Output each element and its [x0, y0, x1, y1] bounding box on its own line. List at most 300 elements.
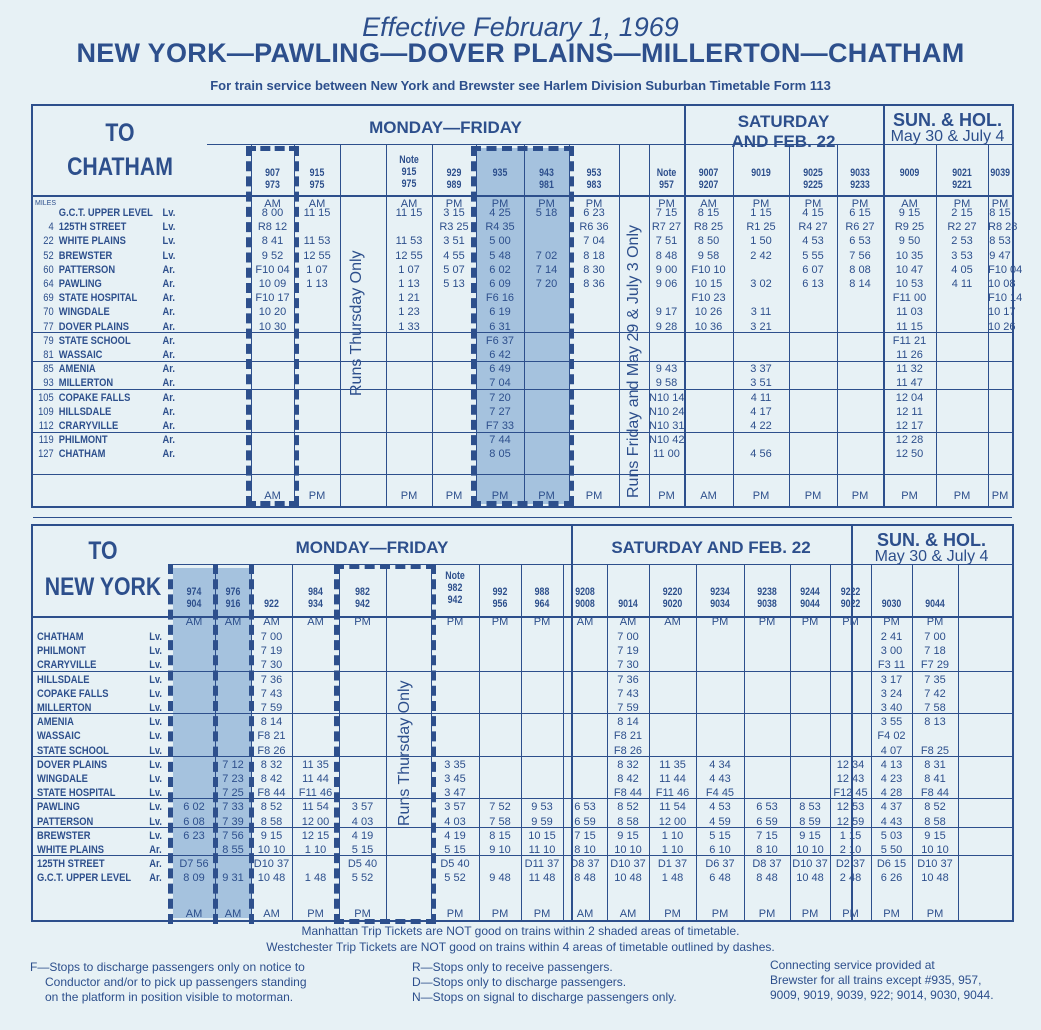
station-row: [35, 277, 175, 291]
time-cell: 3 51: [443, 235, 465, 248]
train-number: 935: [492, 167, 508, 179]
station-name: AMENIA: [37, 716, 74, 729]
time-cell: 9 17: [655, 306, 678, 319]
legend-f: F—Stops to discharge passengers only on notice to Conductor and/or to pick up passengers standing on the platform in position visible to motorman.: [30, 960, 307, 1004]
station-name: BREWSTER: [58, 249, 113, 262]
time-cell: R1 25: [746, 221, 776, 234]
time-cell: F8 44: [920, 787, 950, 800]
time-cell: F11 46: [298, 787, 333, 800]
time-cell: 10 15: [528, 829, 556, 842]
station-name: CHATHAM: [37, 631, 84, 643]
time-cell: F8 21: [613, 730, 643, 743]
time-cell: 9 47: [989, 249, 1011, 262]
station-name: COPAKE FALLS: [58, 391, 131, 404]
time-cell: 4 03: [351, 815, 374, 828]
row-group-divider: [33, 671, 1012, 672]
time-cell: 2 41: [880, 631, 903, 643]
station-row: [37, 815, 163, 829]
time-cell: 11 15: [303, 207, 331, 219]
time-cell: 10 08: [988, 278, 1016, 290]
time-cell: 7 42: [924, 687, 946, 700]
time-cell: 11 53: [303, 235, 331, 248]
time-cell: D7 56: [179, 858, 209, 871]
ampm-top: PM: [533, 616, 551, 628]
station-lv-ar: Lv.: [162, 207, 176, 219]
row-group-divider: [33, 474, 1012, 475]
time-cell: 7 30: [260, 659, 283, 672]
station-lv-ar: Ar.: [162, 363, 175, 376]
time-cell: 6 13: [802, 278, 824, 290]
station-name: HILLSDALE: [37, 673, 90, 686]
time-cell: 8 48: [574, 872, 596, 885]
ampm-bottom: PM: [758, 908, 776, 920]
time-cell: 8 05: [489, 448, 511, 461]
station-miles: 64: [43, 278, 54, 290]
train-number: 9039: [990, 167, 1010, 179]
station-lv-ar: Lv.: [149, 730, 163, 743]
station-name: MILLERTON: [37, 702, 92, 714]
station-name: CRARYVILLE: [58, 420, 119, 432]
time-cell: 6 49: [489, 363, 511, 376]
ampm-top: PM: [752, 198, 770, 210]
time-cell: 10 30: [258, 320, 287, 333]
station-lv-ar: Lv.: [149, 645, 163, 658]
station-lv-ar: Ar.: [162, 320, 175, 333]
time-cell: 5 00: [489, 235, 511, 248]
time-cell: F10 04: [988, 263, 1023, 276]
time-cell: 9 58: [697, 249, 720, 262]
ampm-top: AM: [185, 616, 203, 628]
train-number: 9030: [881, 598, 902, 610]
time-cell: 9 31: [222, 872, 244, 885]
time-cell: 2 42: [750, 249, 772, 262]
time-cell: D6 37: [705, 858, 735, 871]
station-row: [37, 786, 163, 800]
station-miles: 60: [43, 263, 54, 276]
station-lv-ar: Lv.: [149, 702, 163, 714]
ampm-top: AM: [307, 616, 324, 628]
time-cell: 10 48: [796, 872, 824, 885]
station-miles: 79: [43, 334, 54, 347]
ampm-top: AM: [901, 198, 918, 210]
time-cell: 7 36: [617, 673, 639, 686]
time-cell: 3 21: [750, 320, 772, 333]
train-number: 915 975: [309, 167, 325, 191]
time-cell: 9 15: [260, 829, 283, 842]
time-cell: 9 48: [489, 872, 511, 885]
station-lv-ar: Ar.: [162, 448, 175, 461]
route-note: For train service between New York and Brewster see Harlem Division Suburban Timetable Form 113: [210, 78, 831, 93]
station-lv-ar: Lv.: [149, 673, 163, 686]
train-number: 907 973: [265, 167, 280, 191]
time-cell: 4 28: [880, 787, 903, 800]
train-number: 976 916: [225, 586, 241, 610]
station-lv-ar: Ar.: [162, 391, 175, 404]
station-lv-ar: Lv.: [149, 815, 163, 828]
time-cell: 5 52: [444, 872, 466, 885]
ampm-bottom: PM: [752, 490, 770, 502]
station-row: [37, 800, 163, 814]
time-cell: 10 36: [694, 320, 723, 333]
time-cell: 10 47: [895, 263, 924, 276]
time-cell: 4 56: [750, 448, 772, 461]
time-cell: 12 55: [395, 249, 423, 262]
ampm-top: PM: [851, 198, 869, 210]
train-number: 988 964: [534, 586, 550, 610]
time-cell: 8 09: [183, 872, 205, 885]
ampm-bottom: PM: [953, 490, 971, 502]
time-cell: F8 26: [257, 744, 286, 757]
runs-friday-only: Runs Friday and May 29 & July 3 Only: [625, 224, 642, 498]
ampm-top: PM: [883, 616, 900, 628]
time-cell: 1 15: [839, 829, 862, 842]
time-cell: 2 10: [839, 844, 862, 856]
time-cell: D1 37: [657, 858, 688, 871]
time-cell: 4 11: [951, 278, 973, 290]
time-cell: 11 26: [896, 349, 923, 361]
station-lv-ar: Lv.: [149, 659, 163, 672]
time-cell: 1 50: [750, 235, 772, 248]
time-cell: 7 58: [924, 702, 946, 714]
station-lv-ar: Ar.: [162, 420, 175, 432]
station-row: [37, 843, 162, 857]
station-lv-ar: Ar.: [149, 872, 162, 885]
ampm-bottom: PM: [901, 490, 918, 502]
time-cell: 9 59: [531, 815, 553, 828]
section-sunday-subtitle: May 30 & July 4: [874, 548, 989, 565]
time-cell: 3 53: [951, 249, 973, 262]
ampm-bottom: PM: [842, 908, 859, 920]
time-cell: 4 11: [750, 391, 772, 404]
time-cell: 1 15: [750, 207, 772, 219]
time-cell: 12 00: [658, 815, 687, 828]
time-cell: 9 15: [898, 207, 921, 219]
train-number: 943 981: [539, 167, 554, 191]
station-lv-ar: Ar.: [162, 278, 175, 290]
time-cell: 12 34: [836, 758, 865, 771]
station-row: [35, 249, 176, 263]
westchester-ticket-note: Westchester Trip Tickets are NOT good on trains within 4 areas of timetable outlined by dashes.: [266, 940, 775, 954]
station-miles: 4: [48, 221, 54, 234]
ampm-top: AM: [308, 198, 326, 210]
train-number: 9222 9022: [840, 586, 861, 610]
station-name: 125TH STREET: [37, 858, 105, 871]
time-cell: 4 37: [880, 801, 903, 814]
time-cell: 11 54: [659, 801, 686, 814]
time-cell: 11 32: [896, 363, 923, 376]
time-cell: D5 40: [347, 858, 378, 871]
time-cell: 8 41: [261, 235, 284, 248]
time-cell: 8 52: [617, 801, 639, 814]
time-cell: 6 59: [574, 815, 596, 828]
station-lv-ar: Lv.: [149, 744, 163, 757]
time-cell: 9 58: [655, 377, 678, 390]
time-cell: 2 15: [951, 207, 973, 219]
time-cell: 3 55: [880, 716, 903, 729]
time-cell: 7 15: [655, 207, 678, 219]
station-lv-ar: Lv.: [149, 716, 163, 729]
time-cell: 4 43: [880, 815, 903, 828]
ampm-top: PM: [445, 198, 463, 210]
time-cell: 3 37: [750, 363, 772, 376]
time-cell: 8 10: [756, 844, 778, 856]
time-cell: 4 53: [802, 235, 824, 248]
station-miles: 81: [43, 349, 54, 361]
station-miles: 77: [43, 320, 54, 333]
ampm-top: AM: [224, 616, 242, 628]
row-group-divider: [33, 713, 1012, 714]
time-cell: 11 54: [302, 801, 329, 814]
row-group-divider: [33, 756, 1012, 757]
time-cell: 2 48: [839, 872, 862, 885]
time-cell: 4 25: [489, 207, 511, 219]
time-cell: 7 43: [260, 687, 283, 700]
ampm-bottom: PM: [658, 490, 675, 502]
time-cell: 1 10: [304, 844, 327, 856]
time-cell: D10 37: [792, 858, 828, 871]
ampm-top: PM: [491, 616, 509, 628]
time-cell: F8 44: [613, 787, 643, 800]
train-number: 982 942: [355, 586, 370, 610]
time-cell: D11 37: [524, 858, 560, 871]
station-lv-ar: Lv.: [149, 773, 163, 785]
time-cell: 8 58: [924, 815, 946, 828]
ampm-bottom: PM: [851, 490, 869, 502]
time-cell: 11 03: [896, 306, 923, 319]
station-row: [37, 701, 163, 715]
station-name: HILLSDALE: [58, 405, 112, 418]
ampm-top: AM: [400, 198, 418, 210]
time-cell: 11 53: [395, 235, 423, 248]
manhattan-ticket-note: Manhattan Trip Tickets are NOT good on trains within 2 shaded areas of timetable.: [301, 924, 740, 938]
ampm-bottom: PM: [801, 908, 819, 920]
time-cell: 1 07: [306, 263, 328, 276]
time-cell: 8 14: [849, 278, 871, 290]
time-cell: 12 59: [836, 815, 865, 828]
time-cell: 10 10: [921, 844, 949, 856]
time-cell: 5 48: [489, 249, 511, 262]
train-number: 984 934: [308, 586, 323, 610]
time-cell: F8 26: [613, 744, 643, 757]
station-lv-ar: Lv.: [162, 249, 176, 262]
station-miles: 85: [43, 363, 54, 376]
train-number: 9244 9044: [800, 586, 820, 610]
time-cell: R7 27: [651, 221, 682, 234]
station-name: STATE HOSPITAL: [37, 787, 116, 800]
time-cell: F11 46: [655, 787, 690, 800]
time-cell: 8 30: [583, 263, 605, 276]
time-cell: N10 31: [649, 420, 685, 432]
time-cell: F11 00: [892, 292, 927, 305]
time-cell: 4 34: [709, 758, 731, 771]
train-number: 953 983: [586, 167, 602, 191]
miles-label: MILES: [35, 200, 57, 207]
time-cell: 7 33: [222, 801, 244, 814]
time-cell: 6 23: [183, 829, 205, 842]
time-cell: 6 02: [489, 263, 511, 276]
time-cell: F12 45: [833, 787, 868, 800]
time-cell: 10 17: [988, 306, 1016, 319]
ampm-bottom: AM: [619, 908, 637, 920]
train-number: 929 989: [446, 167, 462, 191]
station-name: WASSAIC: [37, 730, 81, 743]
time-cell: 3 45: [444, 773, 466, 785]
ampm-top: PM: [842, 616, 859, 628]
effective-date: Effective February 1, 1969: [362, 12, 679, 42]
station-name: WHITE PLAINS: [58, 235, 126, 248]
time-cell: 3 00: [880, 645, 903, 658]
time-cell: 1 33: [398, 320, 420, 333]
time-cell: 8 48: [655, 249, 678, 262]
time-cell: 11 47: [896, 377, 923, 390]
row-group-divider: [33, 517, 1012, 518]
time-cell: 12 28: [895, 434, 924, 447]
time-cell: 3 47: [444, 787, 466, 800]
time-cell: 6 31: [489, 320, 511, 333]
time-cell: 6 53: [849, 235, 871, 248]
time-cell: F10 10: [691, 263, 726, 276]
header-divider: [33, 195, 1012, 197]
train-number: Note 957: [656, 167, 677, 191]
ampm-top: PM: [446, 616, 464, 628]
station-miles: 105: [38, 391, 54, 404]
time-cell: 7 56: [849, 249, 871, 262]
time-cell: 11 48: [528, 872, 556, 885]
station-name: STATE SCHOOL: [58, 334, 131, 347]
station-lv-ar: Ar.: [162, 306, 175, 319]
time-cell: D2 37: [835, 858, 866, 871]
train-number: 9044: [925, 598, 945, 610]
ampm-bottom: AM: [263, 908, 280, 920]
station-lv-ar: Lv.: [149, 687, 163, 700]
time-cell: 6 15: [849, 207, 871, 219]
station-row: [35, 305, 175, 319]
time-cell: 8 59: [799, 815, 821, 828]
time-cell: 6 07: [802, 263, 824, 276]
time-cell: 11 35: [659, 758, 686, 771]
station-name: WINGDALE: [37, 773, 88, 785]
station-name: COPAKE FALLS: [37, 687, 109, 700]
time-cell: 1 23: [398, 306, 420, 319]
ampm-bottom: AM: [264, 490, 281, 502]
station-name: BREWSTER: [37, 829, 91, 842]
ampm-bottom: PM: [491, 490, 509, 502]
ampm-top: AM: [263, 616, 280, 628]
time-cell: 7 43: [617, 687, 639, 700]
station-row: [37, 729, 163, 743]
ampm-bottom: PM: [446, 908, 464, 920]
station-row: [35, 234, 176, 248]
time-cell: 4 53: [709, 801, 731, 814]
time-cell: 8 58: [260, 815, 283, 828]
time-cell: F6 16: [485, 292, 515, 305]
ampm-top: AM: [576, 616, 594, 628]
station-miles: 127: [38, 448, 54, 461]
ampm-bottom: PM: [585, 490, 603, 502]
time-cell: R8 25: [693, 221, 724, 234]
station-row: [37, 658, 163, 672]
time-cell: 4 15: [802, 207, 824, 219]
time-cell: 8 42: [617, 773, 639, 785]
station-name: CRARYVILLE: [37, 659, 97, 672]
time-cell: 10 26: [694, 306, 723, 319]
time-cell: 4 07: [880, 744, 903, 757]
train-number: 9021 9221: [952, 167, 972, 191]
time-cell: F3 11: [877, 659, 906, 672]
station-lv-ar: Ar.: [162, 263, 175, 276]
time-cell: F8 25: [920, 744, 950, 757]
time-cell: R8 12: [257, 221, 288, 234]
time-cell: 8 53: [989, 235, 1011, 248]
time-cell: 1 13: [398, 278, 420, 290]
time-cell: 6 09: [489, 278, 511, 290]
ampm-bottom: PM: [491, 908, 509, 920]
time-cell: 1 21: [398, 292, 420, 305]
time-cell: R6 36: [579, 221, 609, 234]
time-cell: R2 27: [947, 221, 977, 234]
station-row: [35, 263, 175, 277]
ampm-top: PM: [354, 616, 371, 628]
time-cell: 7 27: [489, 405, 511, 418]
time-cell: F4 45: [705, 787, 735, 800]
time-cell: 1 10: [661, 844, 684, 856]
time-cell: D10 37: [917, 858, 953, 871]
time-cell: 5 55: [802, 249, 824, 262]
ampm-bottom: PM: [533, 908, 551, 920]
time-cell: R8 28: [988, 221, 1018, 234]
time-cell: 8 42: [260, 773, 283, 785]
time-cell: 9 53: [531, 801, 553, 814]
time-cell: 5 07: [443, 263, 465, 276]
ampm-top: PM: [926, 616, 944, 628]
time-cell: 1 10: [661, 829, 684, 842]
time-cell: 3 11: [750, 306, 772, 319]
time-cell: 9 43: [655, 363, 678, 376]
time-cell: 12 55: [303, 249, 331, 262]
time-cell: 11 44: [302, 773, 329, 785]
station-row: [35, 376, 175, 390]
time-cell: 6 26: [880, 872, 903, 885]
time-cell: 8 52: [260, 801, 283, 814]
train-number: Note 982 942: [445, 570, 465, 606]
ampm-top: PM: [491, 198, 509, 210]
time-cell: 7 04: [489, 377, 511, 390]
time-cell: 4 23: [880, 773, 903, 785]
station-name: CHATHAM: [58, 448, 106, 461]
time-cell: 9 28: [655, 320, 678, 333]
section-saturday: SATURDAY AND FEB. 22: [731, 112, 836, 151]
time-cell: 8 08: [849, 263, 871, 276]
time-cell: R9 25: [894, 221, 925, 234]
time-cell: 10 20: [258, 306, 287, 319]
station-miles: 70: [43, 306, 54, 319]
table-title-destination: NEW YORK: [44, 573, 162, 601]
time-cell: 7 56: [222, 829, 244, 842]
section-monday-friday: MONDAY—FRIDAY: [295, 538, 449, 557]
time-cell: 8 36: [583, 278, 605, 290]
time-cell: 9 15: [799, 829, 821, 842]
time-cell: 3 35: [444, 758, 466, 771]
ampm-top: PM: [658, 198, 675, 210]
time-cell: 8 15: [697, 207, 720, 219]
time-cell: 7 52: [489, 801, 511, 814]
time-cell: 12 17: [895, 420, 924, 432]
time-cell: 10 10: [614, 844, 642, 856]
station-row: [35, 433, 175, 447]
station-name: WASSAIC: [58, 349, 103, 361]
section-sunday-title: SUN. & HOL.: [892, 110, 1002, 130]
time-cell: 9 06: [655, 278, 678, 290]
